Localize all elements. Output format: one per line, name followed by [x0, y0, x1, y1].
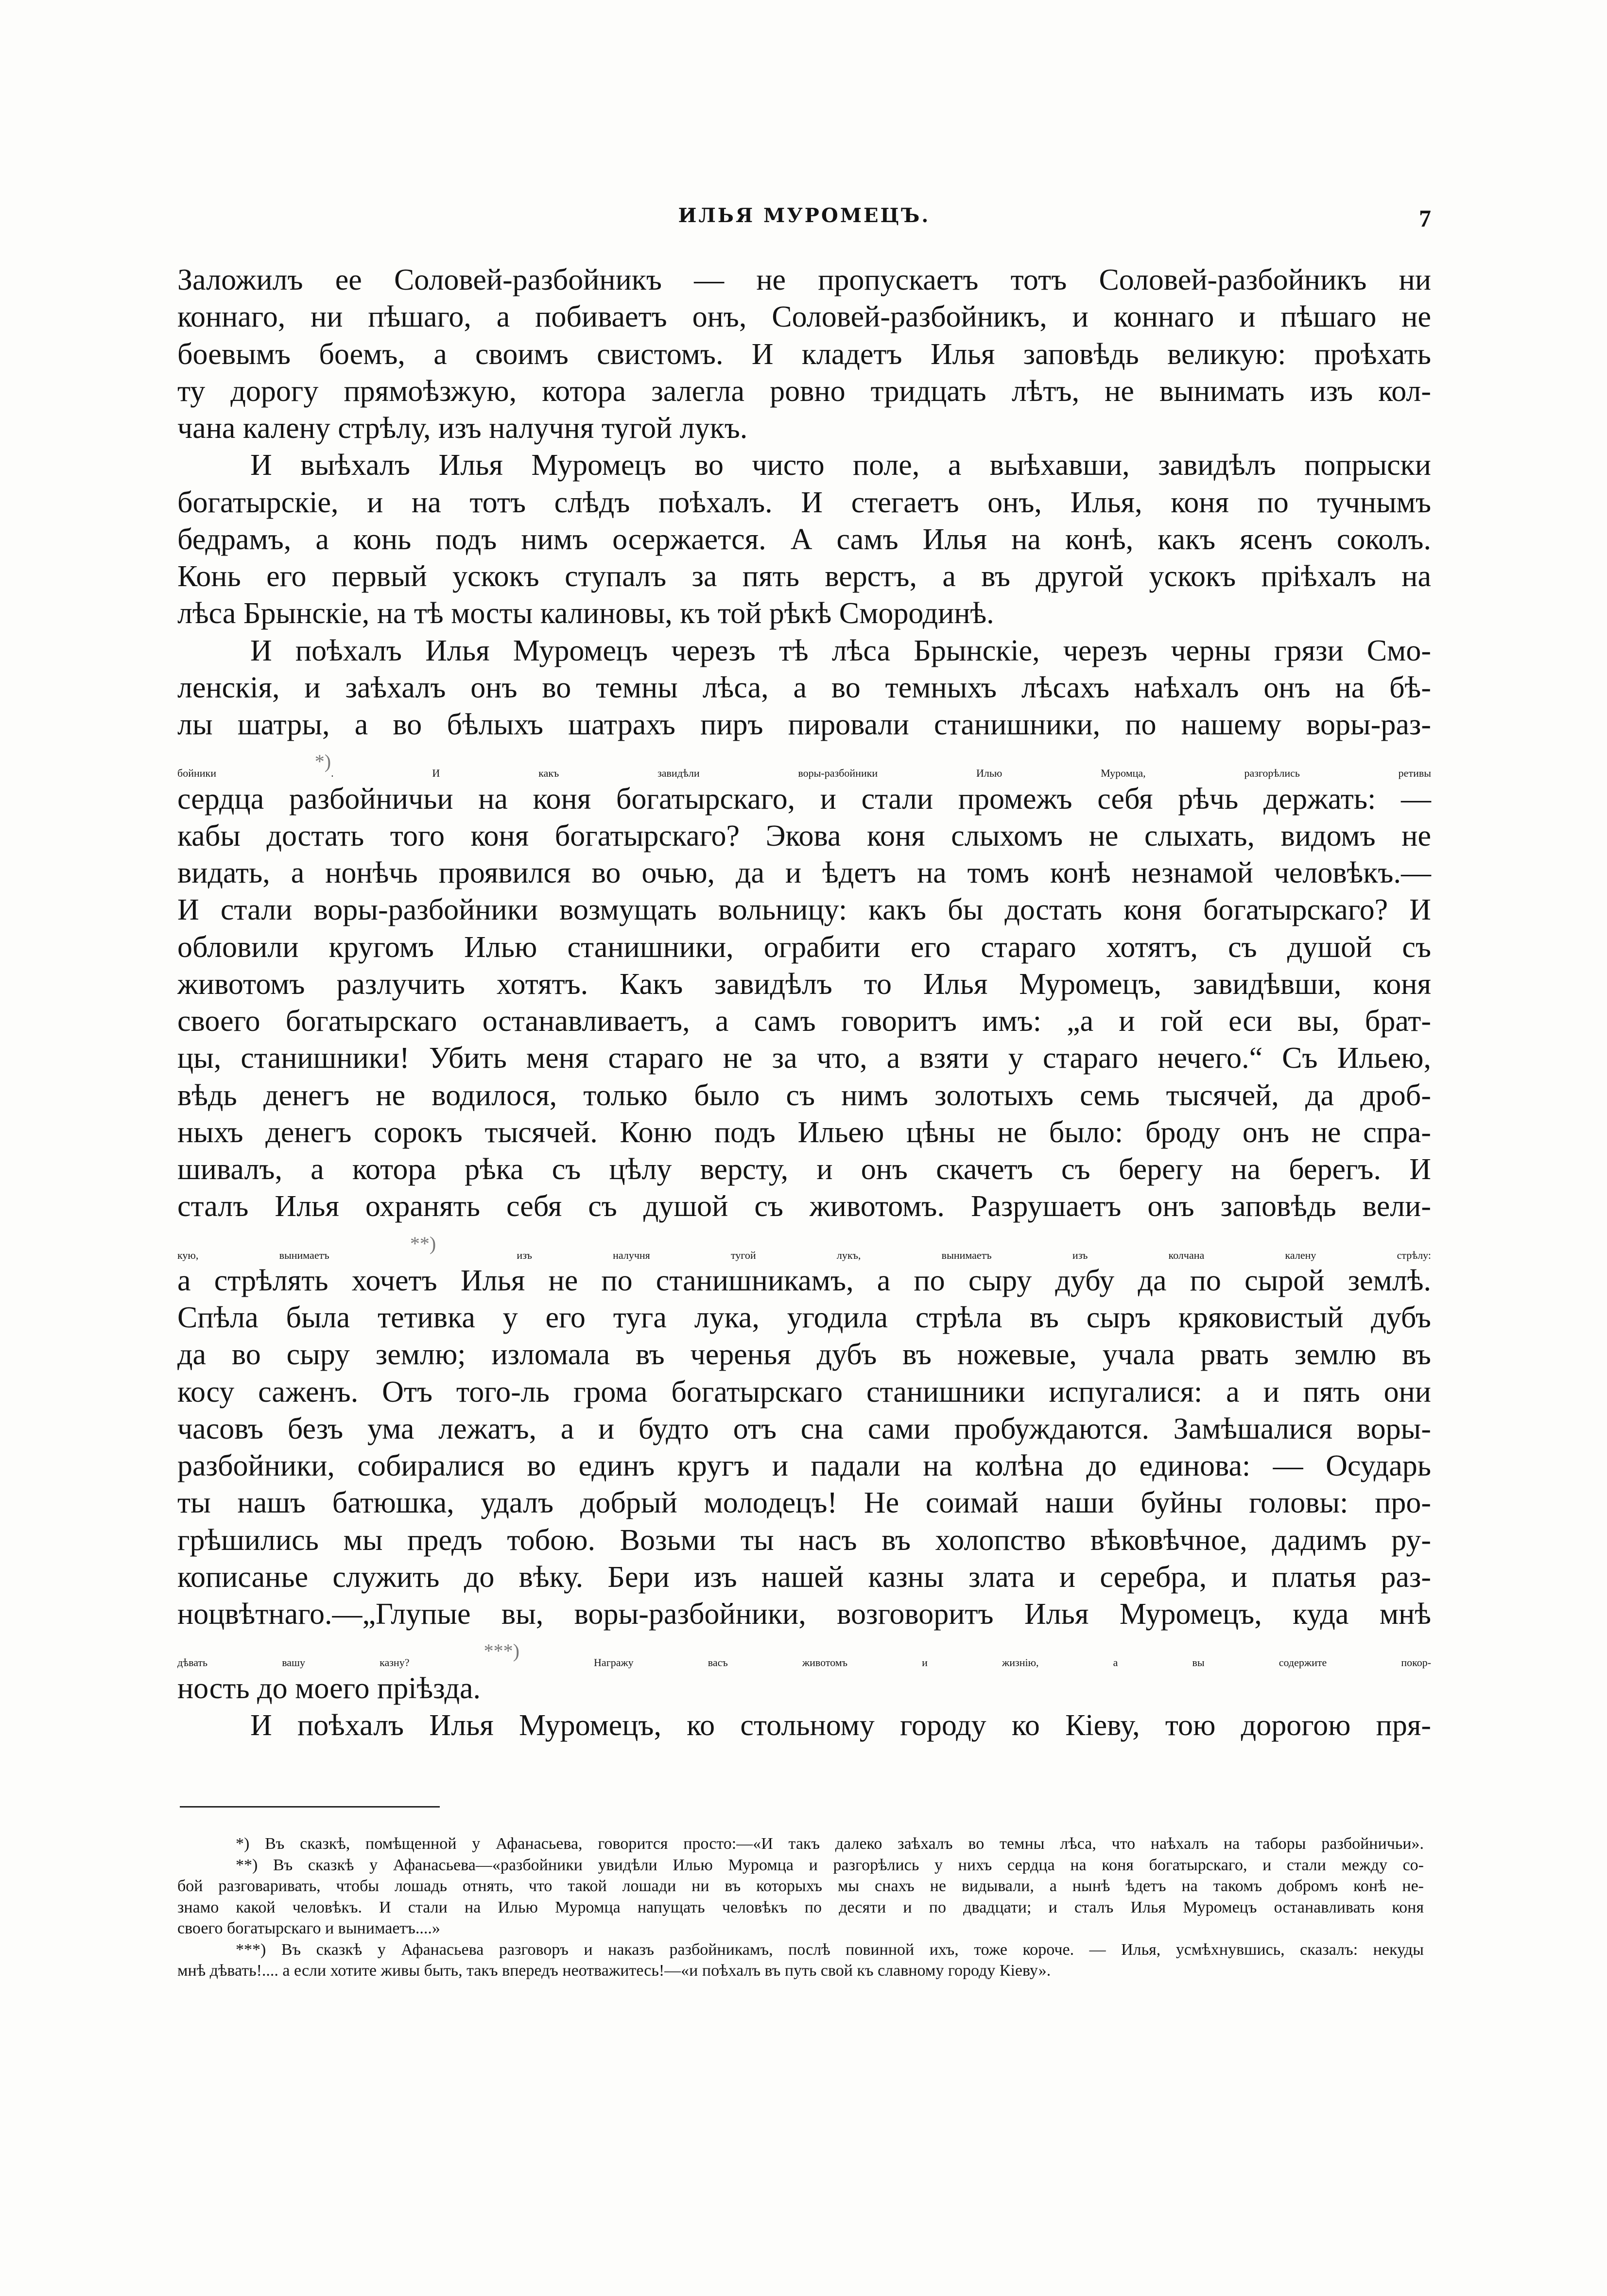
text-run: . И какъ завидѣли воры-разбойники Илью Муромца, разгорѣлись ретивы: [331, 767, 1432, 780]
text-run: И поѣхалъ Илья Муромецъ, ко стольному городу ко Кіеву, тою дорогою пря-: [250, 1708, 1431, 1742]
text-line: [177, 1484, 1431, 1521]
text-line: [177, 336, 1431, 373]
text-line: [177, 1003, 1431, 1040]
text-line: [177, 595, 1431, 632]
text-line-text: [177, 1447, 1431, 1484]
text-run: Заложилъ ее Соловей-разбойникъ — не пропускаетъ тотъ Соловей-разбойникъ ни: [177, 263, 1431, 296]
text-line: [177, 929, 1431, 966]
text-run: чана калену стрѣлу, изъ налучня тугой лукъ.: [177, 412, 748, 445]
footnote-reference[interactable]: ***): [484, 1640, 519, 1662]
text-line-text: [177, 521, 1431, 558]
text-line: [177, 1596, 1431, 1633]
text-line-text: [250, 632, 1431, 669]
text-line: [177, 261, 1431, 298]
text-line-text: [177, 1077, 1431, 1114]
text-run: изъ налучня тугой лукъ, вынимаетъ изъ колчана калену стрѣлу:: [436, 1249, 1432, 1261]
text-run: знамо какой человѣкъ. И стали на Илью Муромца напущать человѣкъ по десяти и по двадцати; и сталъ Илья Муромецъ останавливать коня: [177, 1898, 1424, 1916]
text-run: ность до моего пріѣзда.: [177, 1671, 481, 1705]
footnote-reference[interactable]: *): [314, 750, 331, 773]
text-line-text: [177, 1522, 1431, 1559]
footnote-line-text: [177, 1960, 1424, 1982]
text-line-text: [250, 1707, 1431, 1744]
text-run: видать, а нонѣчь проявился во очью, да и ѣдетъ на томъ конѣ незнамой человѣкъ.—: [177, 856, 1431, 889]
running-head: [177, 204, 1431, 233]
text-line: [177, 1410, 1431, 1447]
text-line: [177, 1114, 1431, 1151]
text-line-text: [177, 854, 1431, 891]
footnote-line: [177, 1833, 1424, 1855]
text-run: бой разговаривать, чтобы лошадь отнять, что такой лошади ни въ которыхъ мы снахъ не видывали, а нынѣ ѣдетъ на такомъ добромъ конѣ не-: [177, 1877, 1424, 1895]
text-line-text: [177, 484, 1431, 521]
text-line: [177, 558, 1431, 595]
footnote-line-text: [177, 1918, 1424, 1939]
text-line: [177, 743, 1431, 780]
text-line-text: [177, 669, 1431, 706]
text-run: *) Въ сказкѣ, помѣщенной у Афанасьева, говорится просто:—«И такъ далеко заѣхалъ во темны лѣса, что наѣхалъ на таборы разбойничьи».: [236, 1835, 1424, 1853]
text-run: ленскія, и заѣхалъ онъ во темны лѣса, а во темныхъ лѣсахъ наѣхалъ онъ на бѣ-: [177, 671, 1431, 704]
text-line: [177, 1336, 1431, 1373]
text-run: дѣвать вашу казну?: [177, 1656, 410, 1669]
text-line-text: [177, 1040, 1431, 1077]
running-title: ИЛЬЯ МУРОМЕЦЪ.: [678, 204, 931, 227]
text-run: своего богатырскаго и вынимаетъ....»: [177, 1919, 440, 1937]
text-run: вѣдь денегъ не водилося, только было съ нимъ золотыхъ семь тысячей, да дроб-: [177, 1078, 1431, 1112]
text-line-text: [177, 781, 1431, 818]
text-run: Конь его первый ускокъ ступалъ за пять верстъ, а въ другой ускокъ пріѣхалъ на: [177, 560, 1431, 593]
footnote-line-text: [236, 1855, 1424, 1876]
footnotes: [177, 1833, 1424, 1982]
footnote-line-text: [177, 1897, 1424, 1918]
text-line: [177, 706, 1431, 743]
text-line: [177, 1447, 1431, 1484]
text-run: бедрамъ, а конь подъ нимъ осержается. А самъ Илья на конѣ, какъ ясенъ соколъ.: [177, 522, 1431, 556]
text-run: бойники: [177, 767, 216, 780]
text-line: [177, 1262, 1431, 1299]
text-line-text: [177, 1151, 1431, 1188]
text-line: [177, 298, 1431, 335]
footnote-line: [177, 1960, 1424, 1982]
text-line-text: [177, 929, 1431, 966]
text-line-text: [177, 410, 1431, 447]
text-line: [177, 1225, 1431, 1262]
text-line: [177, 818, 1431, 854]
text-line-text: [177, 558, 1431, 595]
page-number: 7: [1419, 205, 1431, 232]
text-line: [177, 1077, 1431, 1114]
text-run: кописанье служить до вѣку. Бери изъ нашей казны злата и серебра, и платья раз-: [177, 1560, 1431, 1594]
text-line-text: [177, 373, 1431, 410]
text-line: [177, 1707, 1431, 1744]
footnote-line-text: [236, 1833, 1424, 1855]
text-line-text: [177, 1336, 1431, 1373]
text-line: [177, 1040, 1431, 1077]
text-line: [177, 410, 1431, 447]
text-line: [177, 1151, 1431, 1188]
text-line-text: [177, 1374, 1431, 1410]
text-line-text: [177, 706, 1431, 743]
text-run: И стали воры-разбойники возмущать вольницу: какъ бы достать коня богатырскаго? И: [177, 893, 1431, 927]
text-line: [177, 781, 1431, 818]
text-run: своего богатырскаго останавливаетъ, а самъ говоритъ имъ: „а и гой еси вы, брат-: [177, 1005, 1431, 1038]
text-run: разбойники, собиралися во единъ кругъ и падали на колѣна до единова: — Осударь: [177, 1449, 1431, 1482]
text-line-text: [177, 595, 1431, 632]
text-run: кабы достать того коня богатырскаго? Экова коня слыхомъ не слыхать, видомъ не: [177, 819, 1431, 852]
text-line-text: [177, 818, 1431, 854]
text-line: [177, 1188, 1431, 1225]
footnote-line-text: [236, 1939, 1424, 1961]
text-run: животомъ разлучить хотятъ. Какъ завидѣлъ то Илья Муромецъ, завидѣвши, коня: [177, 967, 1431, 1001]
text-line-text: [177, 298, 1431, 335]
text-run: ноцвѣтнаго.—„Глупые вы, воры-разбойники, возговоритъ Илья Муромецъ, куда мнѣ: [177, 1598, 1431, 1631]
text-line-text: [177, 1559, 1431, 1596]
text-line-text: [177, 966, 1431, 1003]
text-line: [177, 521, 1431, 558]
text-line-text: [177, 261, 1431, 298]
text-line: [177, 966, 1431, 1003]
text-run: лѣса Брынскіе, на тѣ мосты калиновы, къ той рѣкѣ Смородинѣ.: [177, 597, 994, 630]
text-run: И выѣхалъ Илья Муромецъ во чисто поле, а выѣхавши, завидѣлъ попрыски: [250, 449, 1431, 482]
text-line-text: [250, 447, 1431, 484]
text-line-text: [177, 1410, 1431, 1447]
text-run: сталъ Илья охранять себя съ душой съ животомъ. Разрушаетъ онъ заповѣдь вели-: [177, 1190, 1431, 1223]
text-line-text: [177, 336, 1431, 373]
text-run: часовъ безъ ума лежатъ, а и будто отъ сна сами пробуждаются. Замѣшалися воры-: [177, 1412, 1431, 1445]
text-run: мнѣ дѣвать!.... а если хотите живы быть, такъ впередъ неотважитесь!—«и поѣхалъ въ путь свой къ славному городу Кіеву».: [177, 1962, 1051, 1980]
text-line-text: [177, 1596, 1431, 1633]
text-line-text: [177, 1003, 1431, 1040]
text-run: грѣшились мы предъ тобою. Возьми ты насъ въ холопство вѣковѣчное, дадимъ ру-: [177, 1523, 1431, 1557]
text-line: [177, 484, 1431, 521]
text-line-text: [177, 1114, 1431, 1151]
text-run: цы, станишники! Убить меня стараго не за что, а взяти у стараго нечего.“ Съ Ильею,: [177, 1042, 1431, 1075]
text-line: [177, 1633, 1431, 1670]
text-line: [177, 632, 1431, 669]
footnote-reference[interactable]: **): [410, 1232, 436, 1254]
text-run: шивалъ, а котора рѣка съ цѣлу версту, и онъ скачетъ съ берегу на берегъ. И: [177, 1153, 1431, 1186]
text-run: И поѣхалъ Илья Муромецъ черезъ тѣ лѣса Брынскіе, черезъ черны грязи Смо-: [250, 634, 1431, 667]
text-run: Награжу васъ животомъ и жизнію, а вы содержите покор-: [519, 1656, 1432, 1669]
text-run: богатырскіе, и на тотъ слѣдъ поѣхалъ. И стегаетъ онъ, Илья, коня по тучнымъ: [177, 486, 1431, 519]
text-line-text: [177, 891, 1431, 928]
footnote-separator: [180, 1806, 440, 1808]
text-run: лы шатры, а во бѣлыхъ шатрахъ пиръ пировали станишники, по нашему воры-раз-: [177, 708, 1431, 741]
text-run: обловили кругомъ Илью станишники, ограбити его стараго хотятъ, съ душой съ: [177, 930, 1431, 964]
text-run: ту дорогу прямоѣзжую, котора залегла ровно тридцать лѣтъ, не вынимать изъ кол-: [177, 374, 1431, 408]
text-line: [177, 1559, 1431, 1596]
text-line: [177, 1522, 1431, 1559]
text-line: [177, 891, 1431, 928]
body-text: [177, 261, 1431, 1744]
text-run: коннаго, ни пѣшаго, а побиваетъ онъ, Соловей-разбойникъ, и коннаго и пѣшаго не: [177, 300, 1431, 334]
text-line-text: [177, 1299, 1431, 1336]
footnote-line: [177, 1855, 1424, 1876]
text-run: косу саженъ. Отъ того-ль грома богатырскаго станишники испугалися: а и пять они: [177, 1375, 1431, 1409]
footnote-line: [177, 1876, 1424, 1897]
text-line-text: [177, 1188, 1431, 1225]
text-line: [177, 373, 1431, 410]
text-run: ты нашъ батюшка, удалъ добрый молодецъ! Не соимай наши буйны головы: про-: [177, 1486, 1431, 1520]
text-line-text: [177, 1262, 1431, 1299]
text-line: [177, 669, 1431, 706]
text-line: [177, 854, 1431, 891]
footnote-line: [177, 1918, 1424, 1939]
text-line: [177, 447, 1431, 484]
text-run: да во сыру землю; изломала въ черенья дубъ въ ножевые, учала рвать землю въ: [177, 1338, 1431, 1372]
footnote-line-text: [177, 1876, 1424, 1897]
text-run: боевымъ боемъ, а своимъ свистомъ. И кладетъ Илья заповѣдь великую: проѣхать: [177, 337, 1431, 371]
text-run: ныхъ денегъ сорокъ тысячей. Коню подъ Ильею цѣны не было: броду онъ не спра-: [177, 1115, 1431, 1149]
text-run: сердца разбойничьи на коня богатырскаго, и стали промежъ себя рѣчь держать: —: [177, 782, 1431, 816]
text-run: а стрѣлять хочетъ Илья не по станишникамъ, а по сыру дубу да по сырой землѣ.: [177, 1264, 1431, 1297]
text-run: Спѣла была тетивка у его туга лука, угодила стрѣла въ сыръ кряковистый дубъ: [177, 1301, 1431, 1334]
footnote-line: [177, 1939, 1424, 1961]
footnote-line: [177, 1897, 1424, 1918]
text-run: **) Въ сказкѣ у Афанасьева—«разбойники увидѣли Илью Муромца и разгорѣлись у нихъ сердца на коня богатырскаго, и стали между со-: [236, 1856, 1424, 1874]
text-line: [177, 1299, 1431, 1336]
text-line: [177, 1374, 1431, 1410]
text-run: кую, вынимаетъ: [177, 1249, 329, 1261]
text-run: ***) Въ сказкѣ у Афанасьева разговоръ и наказъ разбойникамъ, послѣ повинной ихъ, тоже короче. — Илья, усмѣхнувшись, сказалъ: некуды: [236, 1940, 1424, 1959]
text-line-text: [177, 1484, 1431, 1521]
